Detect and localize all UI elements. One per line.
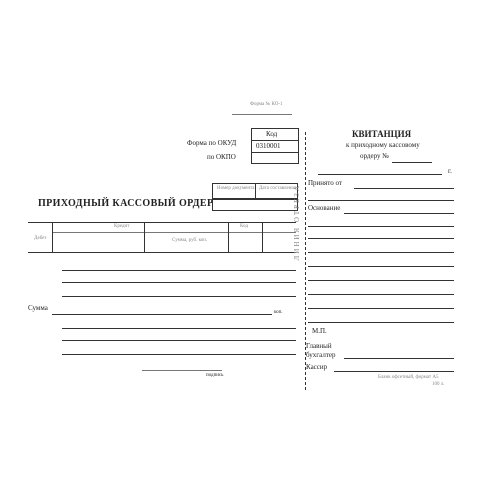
- doc-box-divider: [213, 198, 297, 200]
- receipt-line-8: [308, 308, 454, 309]
- chief-accountant-label-2: бухгалтер: [306, 351, 336, 359]
- receipt-line-2: [308, 226, 454, 227]
- okud-label: Форма по ОКУД: [187, 139, 237, 147]
- body-line-1: [62, 270, 296, 271]
- table-credit-label: Кредит: [114, 224, 130, 229]
- sum-label: Сумма: [28, 304, 48, 312]
- okpo-label: по ОКПО: [207, 153, 236, 161]
- receipt-date-line: [318, 174, 442, 175]
- receipt-line-5: [308, 266, 454, 267]
- signature-label: подпись: [206, 373, 224, 378]
- code-box-divider: [252, 140, 298, 141]
- table-debet-label: Дебет: [34, 236, 47, 241]
- receipt-subtitle-2: ордеру №: [360, 152, 389, 160]
- received-from-label: Принято от: [308, 179, 342, 187]
- basis-line: [344, 213, 454, 214]
- doc-date-label: Дата составления: [259, 186, 297, 191]
- doc-number-date-box: [212, 183, 298, 211]
- sum-kop-label: коп.: [274, 310, 283, 315]
- receipt-subtitle-1: к приходному кассовому: [346, 141, 420, 149]
- form-code-line: Форма № КО-1: [250, 102, 283, 107]
- received-from-line: [354, 188, 454, 189]
- body-line-3: [62, 296, 296, 297]
- okud-code: 0310001: [256, 142, 281, 150]
- form-header-line: [232, 114, 292, 115]
- body-line-4: [62, 328, 296, 329]
- table-header-line: [52, 232, 296, 233]
- signature-line: [142, 370, 222, 371]
- receipt-line-7: [308, 294, 454, 295]
- receipt-title: КВИТАНЦИЯ: [352, 129, 412, 139]
- table-top-line: [28, 222, 296, 223]
- receipt-line-9: [308, 322, 454, 323]
- doc-number-label: Номер документа: [217, 186, 255, 191]
- receipt-mp: М.П.: [312, 327, 327, 335]
- receipt-line-1: [308, 200, 454, 201]
- sum-line: [52, 314, 272, 315]
- cash-receipt-order-form: [22, 92, 462, 392]
- cut-line-text: ЛИНИЯ ОТРЕЗА: [293, 184, 301, 261]
- body-line-2: [62, 282, 296, 283]
- receipt-footer-2: 100 л.: [432, 382, 445, 387]
- table-col-1: [52, 222, 53, 252]
- receipt-line-6: [308, 280, 454, 281]
- table-col-2: [144, 222, 145, 252]
- chief-accountant-line: [344, 358, 454, 359]
- code-box-divider-2: [252, 152, 298, 153]
- chief-accountant-label-1: Главный: [306, 342, 332, 350]
- table-code-label: Код: [240, 224, 248, 229]
- cashier-label: Кассир: [306, 363, 328, 371]
- table-col-3: [228, 222, 229, 252]
- receipt-line-3: [308, 238, 454, 239]
- doc-box-split: [255, 184, 256, 198]
- code-box: [251, 128, 299, 164]
- receipt-number-line: [392, 162, 432, 163]
- table-col-4: [262, 222, 263, 252]
- basis-label: Основание: [308, 204, 341, 212]
- receipt-year-suffix: г.: [448, 167, 452, 175]
- kod-label: Код: [266, 130, 278, 138]
- order-title: ПРИХОДНЫЙ КАССОВЫЙ ОРДЕР: [38, 198, 214, 209]
- cashier-line: [334, 371, 454, 372]
- table-sum-label: Сумма, руб. коп.: [172, 238, 208, 243]
- body-line-6: [62, 354, 296, 355]
- receipt-footer-1: Бланк офсетный, формат А5: [378, 375, 439, 380]
- table-bottom-line: [28, 252, 296, 253]
- receipt-line-4: [308, 252, 454, 253]
- body-line-5: [62, 340, 296, 341]
